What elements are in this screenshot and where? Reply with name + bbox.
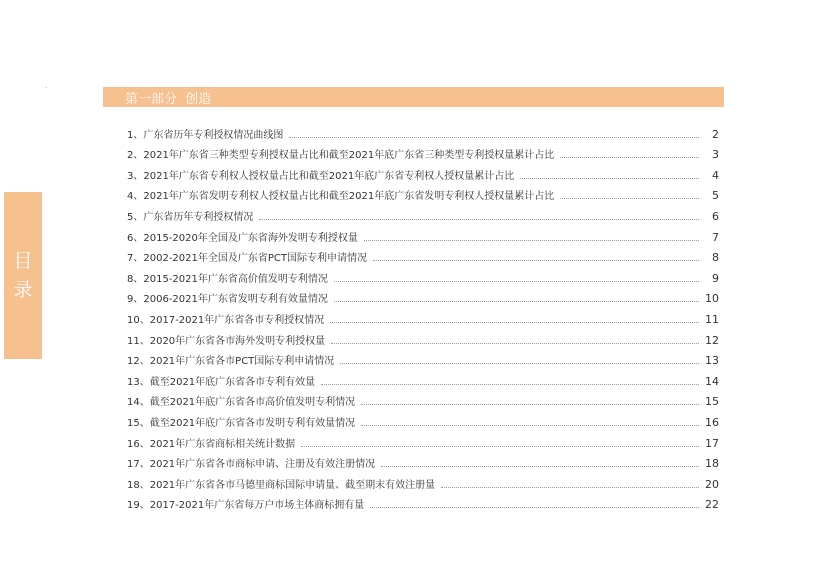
toc-entry-label: 2、2021年广东省三种类型专利授权量占比和截至2021年底广东省三种类型专利授权量累计占比: [127, 150, 555, 162]
toc-dot-leader: [334, 300, 699, 302]
toc-entry[interactable]: [127, 491, 719, 512]
toc-entry[interactable]: [127, 470, 719, 491]
toc-entry-page-number: 22: [705, 498, 719, 512]
toc-dot-leader: [330, 321, 699, 323]
toc-entry-page-number: 6: [712, 209, 719, 223]
toc-entry[interactable]: [127, 182, 719, 203]
toc-entry[interactable]: [127, 367, 719, 388]
toc-entry[interactable]: [127, 141, 719, 162]
toc-entry-label: 19、2017-2021年广东省每万户市场主体商标拥有量: [127, 500, 365, 512]
toc-entry[interactable]: [127, 305, 719, 326]
toc-entry-label: 11、2020年广东省各市海外发明专利授权量: [127, 335, 326, 347]
toc-dot-leader: [560, 156, 699, 158]
toc-entry-label: 4、2021年广东省发明专利权人授权量占比和截至2021年底广东省发明专利权人授权量累计占比: [127, 191, 555, 203]
toc-entry-label: 13、截至2021年底广东省各市专利有效量: [127, 376, 316, 388]
toc-entry[interactable]: [127, 326, 719, 347]
toc-entry-page-number: 10: [705, 292, 719, 306]
toc-entry[interactable]: [127, 223, 719, 244]
toc-dot-leader: [331, 342, 699, 344]
toc-entry[interactable]: [127, 450, 719, 471]
toc-entry[interactable]: [127, 408, 719, 429]
toc-dot-leader: [334, 280, 699, 282]
toc-entry[interactable]: [127, 285, 719, 306]
toc-dot-leader: [361, 403, 699, 405]
toc-entry-page-number: 9: [712, 271, 719, 285]
toc-dot-leader: [301, 445, 699, 447]
toc-entry[interactable]: [127, 264, 719, 285]
toc-entry-page-number: 2: [712, 127, 719, 141]
toc-entry[interactable]: [127, 347, 719, 368]
toc-dot-leader: [373, 259, 699, 261]
toc-entry-label: 1、广东省历年专利授权情况曲线图: [127, 129, 284, 141]
corner-mark-left: ·: [45, 84, 48, 92]
table-of-contents: [127, 120, 719, 511]
toc-entry-label: 15、截至2021年底广东省各市发明专利有效量情况: [127, 417, 356, 429]
toc-entry-page-number: 20: [705, 477, 719, 491]
toc-dot-leader: [441, 486, 699, 488]
toc-entry-page-number: 15: [705, 395, 719, 409]
section-title: 第一部分 创造: [125, 91, 212, 107]
toc-dot-leader: [321, 383, 699, 385]
toc-entry[interactable]: [127, 388, 719, 409]
toc-dot-leader: [520, 177, 699, 179]
toc-entry-page-number: 3: [712, 148, 719, 162]
toc-entry-label: 6、2015-2020年全国及广东省海外发明专利授权量: [127, 232, 358, 244]
toc-entry-page-number: 11: [705, 312, 719, 326]
toc-entry-page-number: 7: [712, 230, 719, 244]
side-tab-char-1: 目: [13, 249, 33, 272]
toc-entry[interactable]: [127, 120, 719, 141]
toc-entry-label: 16、2021年广东省商标相关统计数据: [127, 438, 296, 450]
toc-entry-label: 18、2021年广东省各市马德里商标国际申请量、截至期末有效注册量: [127, 479, 436, 491]
toc-entry-label: 7、2002-2021年全国及广东省PCT国际专利申请情况: [127, 253, 367, 265]
toc-entry-label: 14、截至2021年底广东省各市高价值发明专利情况: [127, 397, 356, 409]
toc-entry[interactable]: [127, 161, 719, 182]
toc-entry-label: 12、2021年广东省各市PCT国际专利申请情况: [127, 356, 335, 368]
toc-entry-label: 9、2006-2021年广东省发明专利有效量情况: [127, 294, 328, 306]
toc-dot-leader: [289, 136, 699, 138]
toc-entry-label: 8、2015-2021年广东省高价值发明专利情况: [127, 273, 328, 285]
toc-entry-page-number: 5: [712, 189, 719, 203]
toc-entry-label: 10、2017-2021年广东省各市专利授权情况: [127, 314, 325, 326]
toc-entry-page-number: 4: [712, 168, 719, 182]
toc-entry-page-number: 13: [705, 354, 719, 368]
toc-entry[interactable]: [127, 244, 719, 265]
toc-dot-leader: [361, 424, 699, 426]
toc-entry-label: 5、广东省历年专利授权情况: [127, 211, 254, 223]
toc-entry[interactable]: [127, 202, 719, 223]
toc-dot-leader: [364, 239, 699, 241]
toc-dot-leader: [259, 218, 699, 220]
toc-entry-page-number: 17: [705, 436, 719, 450]
toc-entry-page-number: 18: [705, 457, 719, 471]
toc-side-tab: [4, 192, 42, 359]
toc-dot-leader: [381, 465, 699, 467]
toc-entry[interactable]: [127, 429, 719, 450]
toc-entry-page-number: 16: [705, 415, 719, 429]
toc-entry-page-number: 12: [705, 333, 719, 347]
toc-entry-label: 3、2021年广东省专利权人授权量占比和截至2021年底广东省专利权人授权量累计占比: [127, 170, 515, 182]
toc-dot-leader: [560, 197, 699, 199]
section-header-bar: [103, 87, 724, 107]
toc-dot-leader: [340, 362, 699, 364]
toc-entry-label: 17、2021年广东省各市商标申请、注册及有效注册情况: [127, 459, 376, 471]
toc-dot-leader: [370, 506, 699, 508]
side-tab-char-2: 录: [13, 278, 33, 301]
toc-entry-page-number: 14: [705, 374, 719, 388]
toc-entry-page-number: 8: [712, 251, 719, 265]
